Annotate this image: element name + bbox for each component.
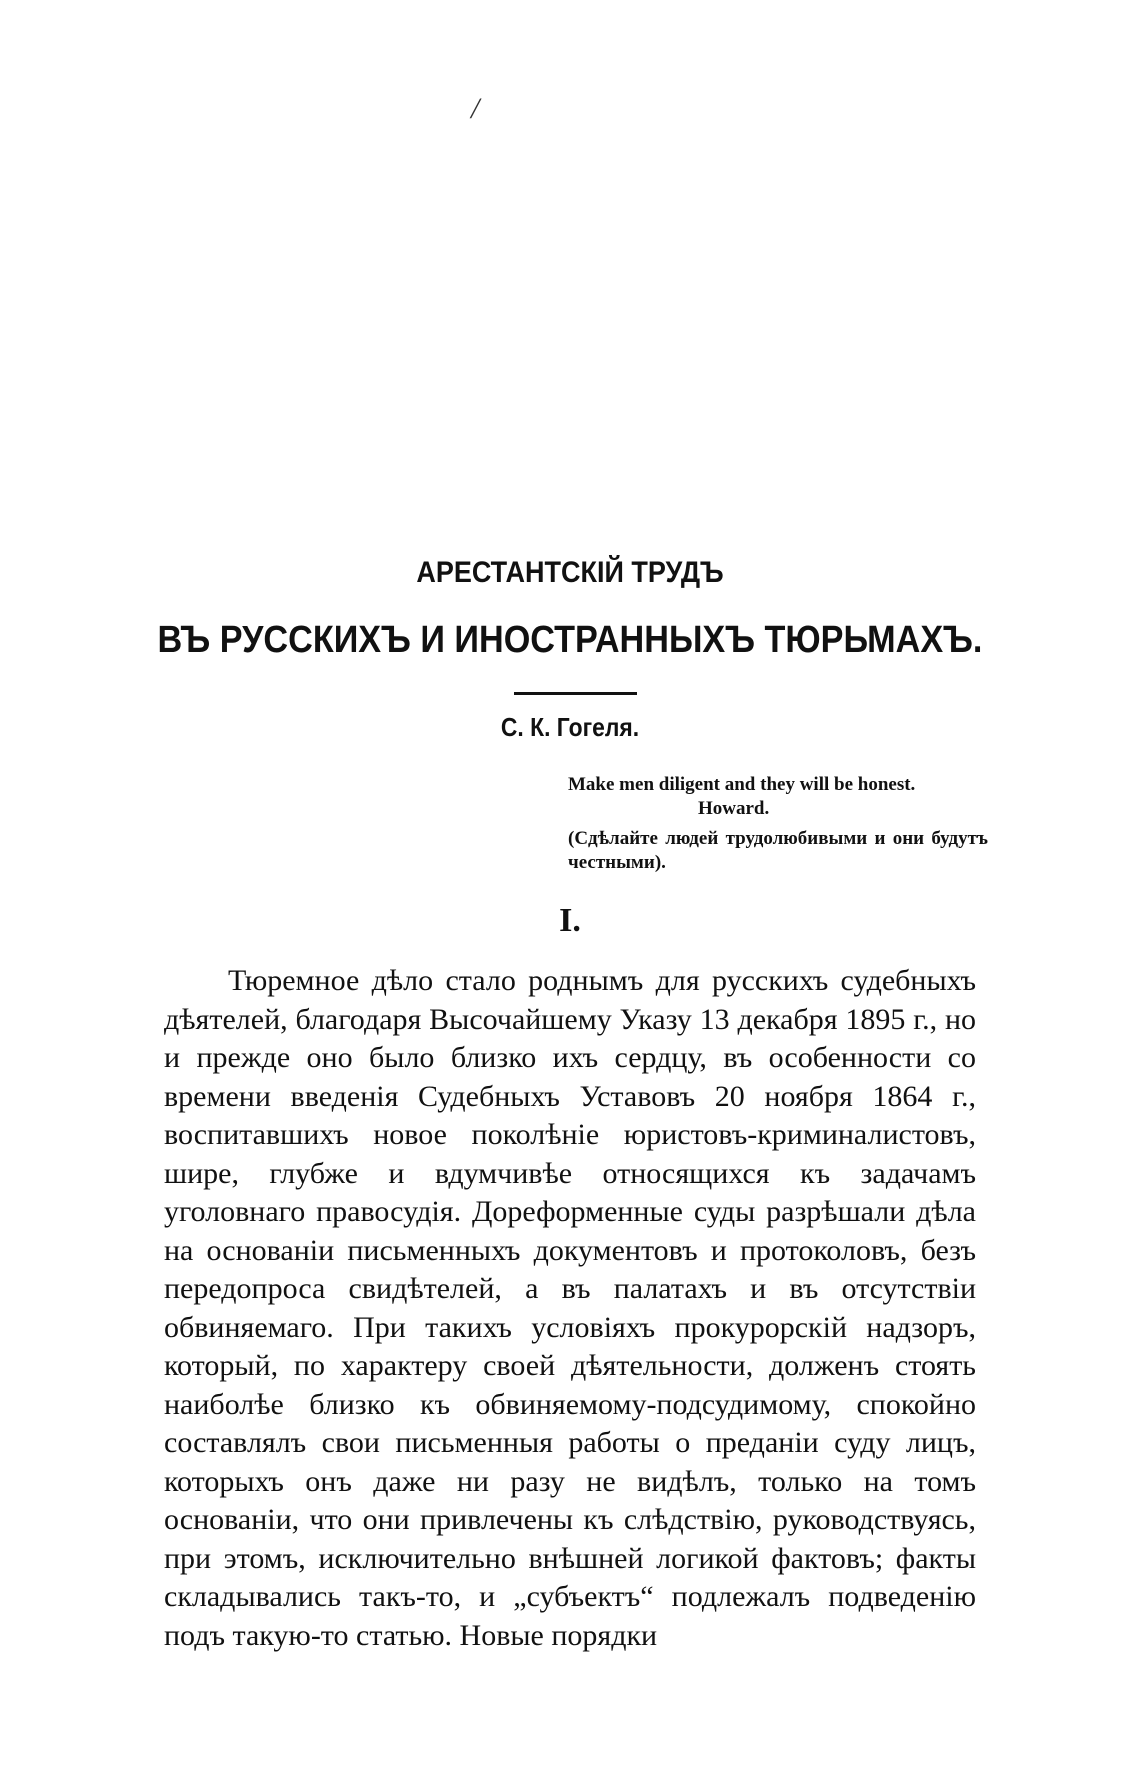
- title-line-1: АРЕСТАНТСКІЙ ТРУДЪ: [416, 556, 724, 589]
- body-paragraph: Тюремное дѣло стало роднымъ для русскихъ судебныхъ дѣятелей, благодаря Высочайшему Указу 13 декабря 1895 г., но и прежде оно было близко ихъ сердцу, въ особенности со времени введенія Судебныхъ Уставовъ 20 ноября 1864 г., воспитавшихъ новое поколѣніе юристовъ-криминалистовъ, шире, глубже и вдумчивѣе относящихся къ задачамъ уголовнаго правосудія. Дореформенные суды разрѣшали дѣла на основаніи письменныхъ документовъ и протоколовъ, безъ передопроса свидѣтелей, а въ палатахъ и въ отсутствіи обвиняемаго. При такихъ условіяхъ прокурорскій надзоръ, который, по характеру своей дѣятельности, долженъ стоять наиболѣе близко къ обвиняемому-подсудимому, спокойно составлялъ свои письменныя работы о преданіи суду лицъ, которыхъ онъ даже ни разу не видѣлъ, только на томъ основаніи, что они привлечены къ слѣдствію, руководствуясь, при этомъ, исключительно внѣшней логикой фактовъ; факты складывались такъ-то, и „субъектъ“ подлежалъ подведенію подъ такую-то статью. Новые порядки: [164, 964, 976, 1652]
- section-number: I.: [559, 902, 581, 939]
- epigraph: [568, 773, 988, 875]
- author-byline: С. К. Гогеля.: [500, 712, 640, 742]
- title-line-2: ВЪ РУССКИХЪ И ИНОСТРАННЫХЪ ТЮРЬМАХЪ.: [157, 619, 983, 661]
- title-divider: [514, 692, 637, 695]
- epigraph-attribution: Howard.: [698, 798, 770, 819]
- page-mark: /: [471, 92, 480, 125]
- epigraph-russian: (Сдѣлайте людей трудолюбивыми и они будутъ честными).: [568, 828, 988, 873]
- epigraph-english: Make men diligent and they will be honest.: [568, 774, 916, 795]
